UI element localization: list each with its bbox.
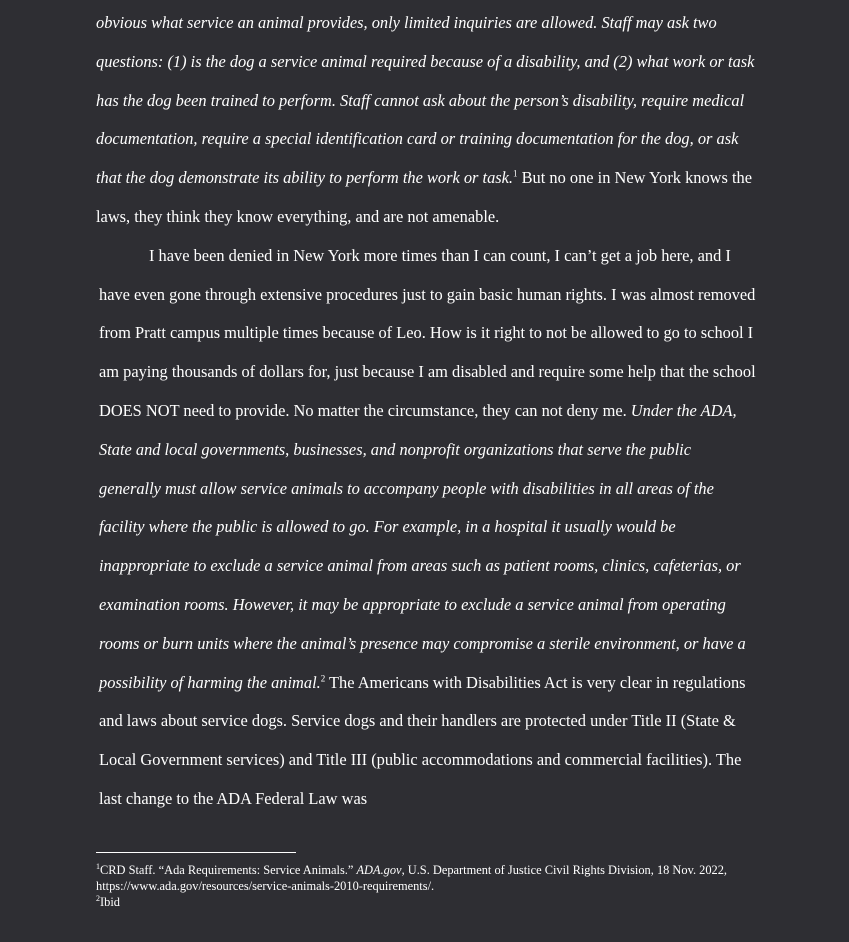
paragraph-1-commentary: But no one in New York knows the laws, they think they know everything, and are not amenable. [96, 168, 753, 226]
ada-quote-inquiries: obvious what service an animal provides, only limited inquiries are allowed. Staff may ask two questions: (1) is the dog a service animal required because of a disability, and (2) what work or task has the dog been trained to perform. Staff cannot ask about the person’s disability, require medical documentation, require a special identification card or training documentation for the dog, or ask that the dog demonstrate its ability to perform the work or task. [96, 13, 755, 188]
body-text [96, 4, 756, 819]
footnote-ref-2: 2 [320, 673, 326, 684]
footnotes [96, 862, 756, 910]
paragraph-2-narrative: I have been denied in New York more times than I can count, I can’t get a job here, and I have even gone through extensive procedures just to gain basic human rights. I was almost removed from Pratt campus multiple times because of Leo. How is it right to not be allowed to go to school I am paying thousands of dollars for, just because I am disabled and require some help that the school DOES NOT need to provide. No matter the circumstance, they can not deny me. [99, 245, 756, 420]
footnote-1-citation: CRD Staff. “Ada Requirements: Service Animals.” [100, 863, 357, 877]
footnote-1-source: ADA.gov [356, 863, 402, 877]
footnote-2 [96, 894, 756, 910]
footnote-1 [96, 862, 756, 894]
footnote-1-details: , U.S. Department of Justice Civil Rights Division, 18 Nov. 2022, https://www.ada.gov/resources/service-animals-2010-requirements/. [96, 863, 728, 893]
footnote-2-number: 2 [96, 893, 100, 903]
footnote-1-number: 1 [96, 861, 100, 871]
footnote-2-text: Ibid [100, 895, 120, 909]
paragraph-2-commentary: The Americans with Disabilities Act is very clear in regulations and laws about service dogs. Service dogs and their handlers are protected under Title II (State & Local Government services) and Title III (public accommodations and commercial facilities). The last change to the ADA Federal Law was [99, 672, 746, 808]
footnote-divider [96, 852, 296, 853]
footnote-ref-1: 1 [513, 168, 518, 179]
paragraph-1 [96, 4, 756, 237]
ada-quote-public-areas: Under the ADA, State and local governments, businesses, and nonprofit organizations that serve the public generally must allow service animals to accompany people with disabilities in all areas of the facility where the public is allowed to go. For example, in a hospital it usually would be inappropriate to exclude a service animal from areas such as patient rooms, clinics, cafeterias, or examination rooms. However, it may be appropriate to exclude a service animal from operating rooms or burn units where the animal’s presence may compromise a sterile environment, or have a possibility of harming the animal. [99, 400, 746, 692]
paragraph-2 [96, 237, 756, 819]
